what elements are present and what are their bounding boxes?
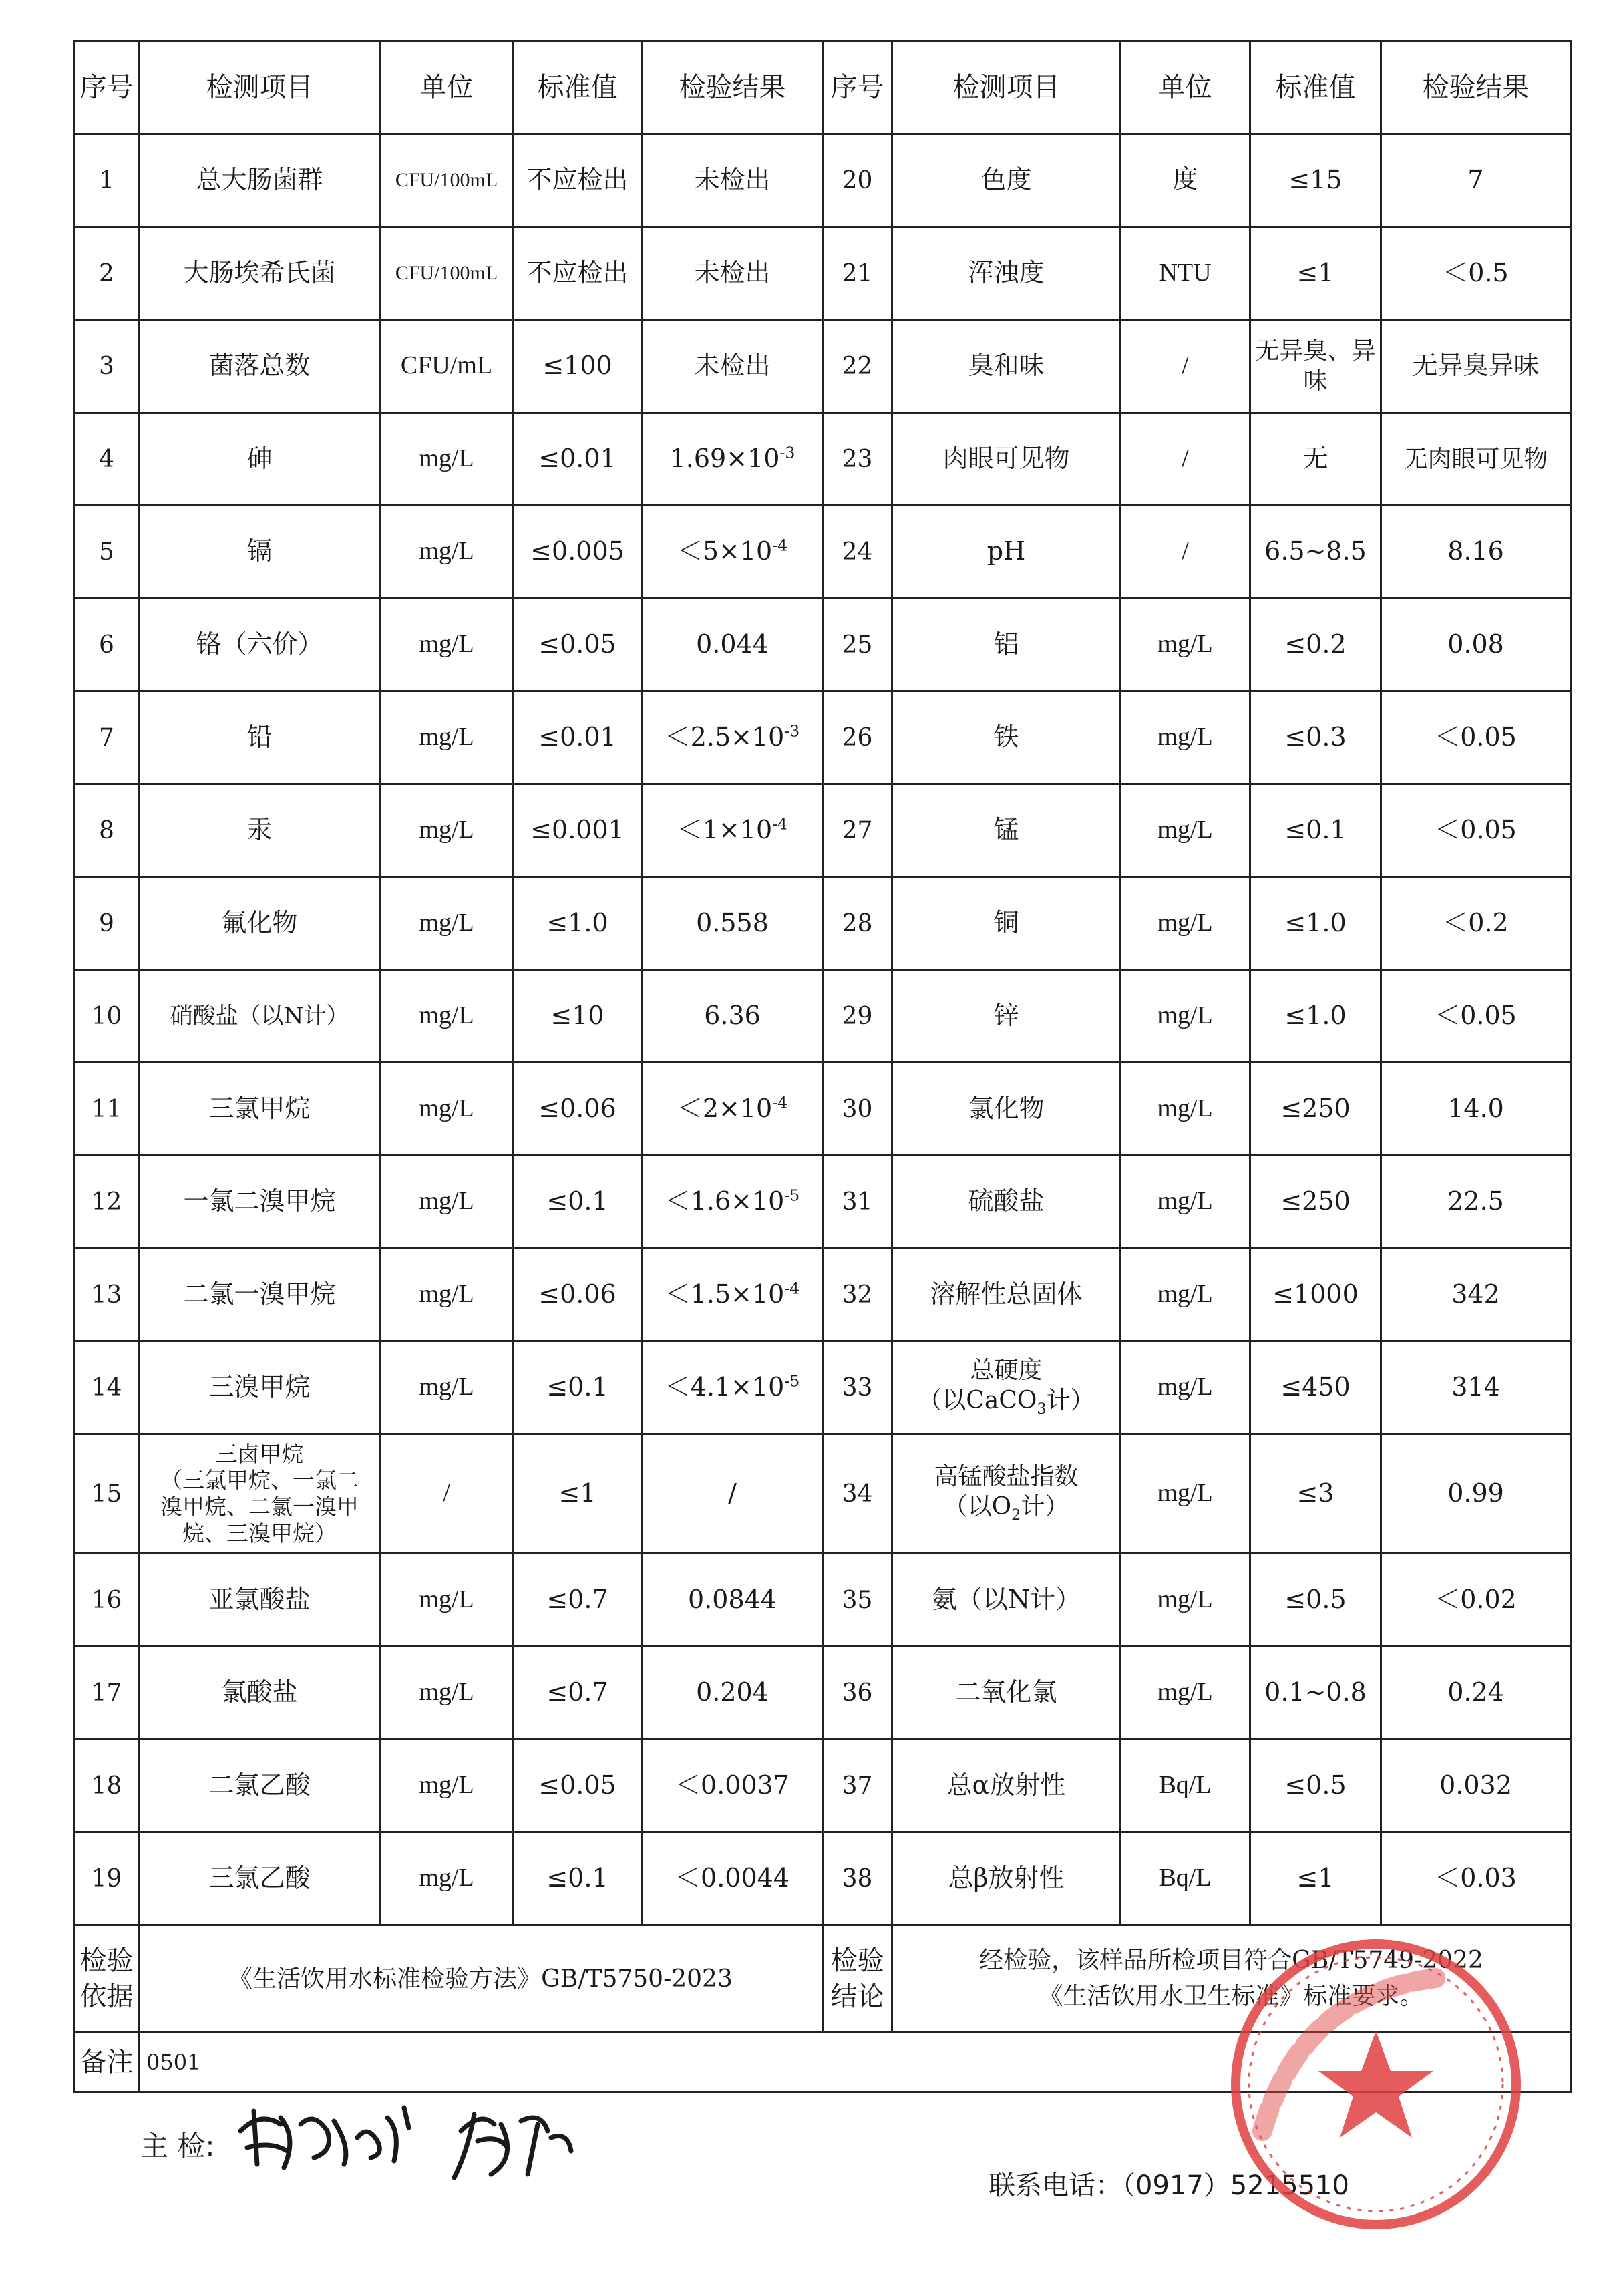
result-exponent: -3 [779,443,795,462]
table-row [75,1341,1571,1434]
standard-cell: ≤0.7 [513,1647,643,1740]
result-cell: 0.204 [643,1647,823,1740]
unit-cell: mg/L [1121,1249,1250,1341]
unit-cell: mg/L [381,413,513,506]
seq-cell: 20 [823,134,892,227]
item-cell: 锰 [892,784,1121,877]
result-exponent: -5 [784,1186,800,1205]
unit-cell: mg/L [381,784,513,877]
standard-cell: 不应检出 [513,227,643,320]
basis-label-line: 依据 [79,1981,134,2012]
standard-cell: ≤250 [1250,1063,1381,1156]
result-cell: ＜0.05 [1381,784,1571,877]
unit-cell: mg/L [1121,1156,1250,1249]
standard-cell: ≤0.05 [513,599,643,691]
result-cell: 14.0 [1381,1063,1571,1156]
seq-cell: 37 [823,1740,892,1832]
result-base: ＜2.5×10 [665,722,785,752]
result-cell: 无异臭异味 [1381,320,1571,413]
standard-cell: ≤1.0 [513,877,643,970]
seq-cell: 10 [75,970,139,1063]
seq-cell: 5 [75,506,139,599]
seq-cell: 38 [823,1832,892,1925]
header-item: 检测项目 [139,41,381,134]
unit-cell: CFU/100mL [381,134,513,227]
table-row [75,691,1571,784]
table-row [75,413,1571,506]
result-cell [643,1156,823,1249]
unit-cell: / [1121,506,1250,599]
header-seq: 序号 [823,41,892,134]
standard-cell: ≤10 [513,970,643,1063]
seq-cell: 29 [823,970,892,1063]
unit-cell: CFU/mL [381,320,513,413]
seq-cell: 18 [75,1740,139,1832]
item-line: 溴甲烷、二氯一溴甲 [160,1494,359,1520]
item-cell: 大肠埃希氏菌 [139,227,381,320]
standard-cell: ≤1 [1250,227,1381,320]
result-cell: 0.08 [1381,599,1571,691]
item-cell: 亚氯酸盐 [139,1554,381,1647]
seq-cell: 3 [75,320,139,413]
result-base: ＜2×10 [677,1094,773,1124]
seq-cell: 7 [75,691,139,784]
item-cell: 总α放射性 [892,1740,1121,1832]
item-line [897,1492,1115,1525]
standard-cell: ≤0.5 [1250,1740,1381,1832]
result-cell: 6.36 [643,970,823,1063]
seq-cell: 31 [823,1156,892,1249]
result-cell: 342 [1381,1249,1571,1341]
seq-cell: 30 [823,1063,892,1156]
item-cell: 浑浊度 [892,227,1121,320]
result-cell [643,784,823,877]
result-cell: ＜0.0037 [643,1740,823,1832]
phone-number: （0917）5215510 [1122,2170,1349,2201]
result-cell [643,413,823,506]
header-result: 检验结果 [1381,41,1571,134]
standard-cell: ≤1 [513,1434,643,1554]
item-cell: 硝酸盐（以N计） [139,970,381,1063]
seq-cell: 12 [75,1156,139,1249]
unit-cell: mg/L [1121,1554,1250,1647]
result-cell: ＜0.05 [1381,691,1571,784]
result-exponent: -4 [772,536,788,555]
basis-text: 《生活饮用水标准检验方法》GB/T5750-2023 [139,1925,823,2033]
item-cell: 肉眼可见物 [892,413,1121,506]
table-header-row [75,41,1571,134]
result-exponent: -3 [784,721,800,741]
unit-cell: mg/L [381,1063,513,1156]
item-cell [892,1341,1121,1434]
item-cell: 铁 [892,691,1121,784]
item-cell: 汞 [139,784,381,877]
standard-cell: 无 [1250,413,1381,506]
unit-cell: mg/L [381,599,513,691]
standard-cell: ≤15 [1250,134,1381,227]
seq-cell: 24 [823,506,892,599]
item-cell: 三溴甲烷 [139,1341,381,1434]
standard-cell: ≤1.0 [1250,970,1381,1063]
unit-cell: Bq/L [1121,1832,1250,1925]
standard-cell: ≤0.1 [1250,784,1381,877]
result-cell: 7 [1381,134,1571,227]
table-row [75,1249,1571,1341]
item-cell: 总β放射性 [892,1832,1121,1925]
item-subscript: 3 [1037,1400,1047,1418]
unit-cell: mg/L [381,1554,513,1647]
item-cell: 一氯二溴甲烷 [139,1156,381,1249]
seq-cell: 21 [823,227,892,320]
unit-cell: mg/L [381,1249,513,1341]
result-cell: 0.0844 [643,1554,823,1647]
item-cell: 溶解性总固体 [892,1249,1121,1341]
standard-cell: ≤1000 [1250,1249,1381,1341]
standard-cell: ≤1 [1250,1832,1381,1925]
item-text: 计） [1021,1493,1069,1521]
item-text: 计） [1046,1387,1095,1415]
header-unit: 单位 [1121,41,1250,134]
seq-cell: 23 [823,413,892,506]
header-seq: 序号 [75,41,139,134]
unit-cell: mg/L [1121,970,1250,1063]
seq-cell: 32 [823,1249,892,1341]
header-item: 检测项目 [892,41,1121,134]
seq-cell: 13 [75,1249,139,1341]
unit-cell: NTU [1121,227,1250,320]
remark-text: 0501 [139,2033,1571,2092]
result-base: ＜5×10 [677,536,773,566]
result-cell: 未检出 [643,134,823,227]
standard-cell: ≤0.7 [513,1554,643,1647]
result-exponent: -4 [784,1279,800,1298]
standard-cell: ≤0.05 [513,1740,643,1832]
unit-cell: mg/L [381,1647,513,1740]
item-cell: 氨（以N计） [892,1554,1121,1647]
unit-cell: / [381,1434,513,1554]
seq-cell: 6 [75,599,139,691]
standard-cell: ≤0.1 [513,1341,643,1434]
item-cell [892,1434,1121,1554]
standard-cell: ≤1.0 [1250,877,1381,970]
seq-cell: 19 [75,1832,139,1925]
inspector-label: 主 检: [140,2130,215,2162]
unit-cell: mg/L [381,1740,513,1832]
handwritten-signature [234,2084,608,2191]
item-line: 烷、三溴甲烷） [182,1520,337,1546]
unit-cell: mg/L [1121,1341,1250,1434]
unit-cell: mg/L [381,506,513,599]
standard-cell: ≤0.01 [513,691,643,784]
standard-cell: ≤0.06 [513,1249,643,1341]
water-test-results-table [73,40,1572,2093]
result-cell: ＜0.5 [1381,227,1571,320]
item-cell: 硫酸盐 [892,1156,1121,1249]
result-cell: 0.044 [643,599,823,691]
item-cell: 铜 [892,877,1121,970]
conclusion-label-line: 结论 [830,1981,884,2012]
result-exponent: -4 [772,1093,788,1112]
unit-cell: mg/L [1121,599,1250,691]
result-cell [643,506,823,599]
item-cell: 菌落总数 [139,320,381,413]
result-base: ＜1×10 [677,815,773,845]
unit-cell: CFU/100mL [381,227,513,320]
result-cell [643,1249,823,1341]
conclusion-label [823,1925,892,2033]
standard-cell: 6.5~8.5 [1250,506,1381,599]
phone-label: 联系电话： [989,2170,1122,2201]
seq-cell: 34 [823,1434,892,1554]
result-base: 1.69×10 [669,444,780,474]
seq-cell: 9 [75,877,139,970]
unit-cell: / [1121,320,1250,413]
item-cell [139,1434,381,1554]
item-text: （以O [943,1493,1012,1521]
table-row [75,1156,1571,1249]
item-line: 高锰酸盐指数 [934,1463,1079,1491]
unit-cell: mg/L [381,877,513,970]
unit-cell: mg/L [1121,1434,1250,1554]
unit-cell: mg/L [1121,691,1250,784]
standard-cell: ≤0.5 [1250,1554,1381,1647]
seq-cell: 27 [823,784,892,877]
table-row [75,599,1571,691]
standard-cell: 0.1~0.8 [1250,1647,1381,1740]
item-line: （三氯甲烷、一氯二 [160,1467,359,1494]
result-base: ＜1.5×10 [665,1279,785,1309]
item-cell: 氟化物 [139,877,381,970]
seq-cell: 11 [75,1063,139,1156]
result-cell: 8.16 [1381,506,1571,599]
item-line [897,1385,1115,1419]
seq-cell: 14 [75,1341,139,1434]
seq-cell: 36 [823,1647,892,1740]
table-row [75,970,1571,1063]
seq-cell: 15 [75,1434,139,1554]
official-seal-stamp [1222,1931,1530,2238]
table-row [75,1832,1571,1925]
item-subscript: 2 [1011,1506,1021,1524]
standard-cell: ≤0.1 [513,1832,643,1925]
result-cell: ＜0.2 [1381,877,1571,970]
standard-cell: ≤0.06 [513,1063,643,1156]
item-line: 三卤甲烷 [215,1440,304,1467]
seq-cell: 35 [823,1554,892,1647]
unit-cell: mg/L [381,970,513,1063]
standard-cell: ≤0.2 [1250,599,1381,691]
item-cell: 砷 [139,413,381,506]
item-cell: 二氧化氯 [892,1647,1121,1740]
table-row [75,506,1571,599]
result-cell: ＜0.05 [1381,970,1571,1063]
item-line: 总硬度 [970,1357,1043,1385]
seq-cell: 28 [823,877,892,970]
item-cell: 二氯乙酸 [139,1740,381,1832]
seq-cell: 22 [823,320,892,413]
table-row [75,134,1571,227]
unit-cell: mg/L [381,691,513,784]
header-unit: 单位 [381,41,513,134]
item-cell: 铅 [139,691,381,784]
unit-cell: mg/L [381,1832,513,1925]
item-cell: 铝 [892,599,1121,691]
result-exponent: -4 [772,814,788,834]
result-cell: ＜0.02 [1381,1554,1571,1647]
unit-cell: / [1121,413,1250,506]
result-cell: 0.558 [643,877,823,970]
result-cell [643,691,823,784]
conclusion-line: 经检验，该样品所检项目符合GB/T5749-2022 [979,1947,1483,1974]
result-base: ＜1.6×10 [665,1186,785,1216]
unit-cell: Bq/L [1121,1740,1250,1832]
seq-cell: 4 [75,413,139,506]
item-cell: 色度 [892,134,1121,227]
seq-cell: 17 [75,1647,139,1740]
header-result: 检验结果 [643,41,823,134]
result-cell: 314 [1381,1341,1571,1434]
result-cell: ＜0.0044 [643,1832,823,1925]
unit-cell: mg/L [1121,1647,1250,1740]
result-cell: 未检出 [643,227,823,320]
result-cell: ＜0.03 [1381,1832,1571,1925]
unit-cell: mg/L [1121,877,1250,970]
unit-cell: 度 [1121,134,1250,227]
basis-label [75,1925,139,2033]
result-cell [643,1063,823,1156]
basis-label-line: 检验 [79,1945,134,1976]
table-row [75,1434,1571,1554]
item-cell: 锌 [892,970,1121,1063]
item-cell: 镉 [139,506,381,599]
unit-cell: mg/L [1121,1063,1250,1156]
standard-cell: ≤0.005 [513,506,643,599]
item-cell: 氯化物 [892,1063,1121,1156]
result-cell: 0.99 [1381,1434,1571,1554]
table-row [75,1647,1571,1740]
table-row [75,227,1571,320]
item-text: （以CaCO [918,1387,1037,1415]
standard-cell: ≤450 [1250,1341,1381,1434]
seq-cell: 16 [75,1554,139,1647]
seq-cell: 26 [823,691,892,784]
item-cell: 三氯乙酸 [139,1832,381,1925]
standard-cell: ≤0.1 [513,1156,643,1249]
table-row [75,1740,1571,1832]
item-cell: 二氯一溴甲烷 [139,1249,381,1341]
item-cell: 氯酸盐 [139,1647,381,1740]
table-row [75,877,1571,970]
standard-cell: ≤250 [1250,1156,1381,1249]
table-row [75,1063,1571,1156]
standard-cell: 无异臭、异味 [1250,320,1381,413]
seq-cell: 33 [823,1341,892,1434]
item-cell: 三氯甲烷 [139,1063,381,1156]
standard-cell: ≤3 [1250,1434,1381,1554]
item-cell: 总大肠菌群 [139,134,381,227]
standard-cell: 不应检出 [513,134,643,227]
table-row [75,1554,1571,1647]
result-cell: 未检出 [643,320,823,413]
standard-cell: ≤100 [513,320,643,413]
result-base: ＜4.1×10 [665,1372,785,1402]
seq-cell: 8 [75,784,139,877]
standard-cell: ≤0.01 [513,413,643,506]
result-cell: / [643,1434,823,1554]
table-row [75,784,1571,877]
item-cell: pH [892,506,1121,599]
unit-cell: mg/L [1121,784,1250,877]
seq-cell: 1 [75,134,139,227]
table-row [75,320,1571,413]
header-standard: 标准值 [1250,41,1381,134]
result-cell [643,1341,823,1434]
result-cell: 无肉眼可见物 [1381,413,1571,506]
result-cell: 22.5 [1381,1156,1571,1249]
standard-cell: ≤0.3 [1250,691,1381,784]
unit-cell: mg/L [381,1341,513,1434]
item-cell: 铬（六价） [139,599,381,691]
item-cell: 臭和味 [892,320,1121,413]
seq-cell: 2 [75,227,139,320]
header-standard: 标准值 [513,41,643,134]
remark-label: 备注 [75,2033,139,2092]
conclusion-label-line: 检验 [830,1945,884,1976]
unit-cell: mg/L [381,1156,513,1249]
standard-cell: ≤0.001 [513,784,643,877]
conclusion-line: 《生活饮用水卫生标准》标准要求。 [1039,1983,1424,2010]
result-exponent: -5 [784,1371,800,1391]
seq-cell: 25 [823,599,892,691]
result-cell: 0.24 [1381,1647,1571,1740]
result-cell: 0.032 [1381,1740,1571,1832]
